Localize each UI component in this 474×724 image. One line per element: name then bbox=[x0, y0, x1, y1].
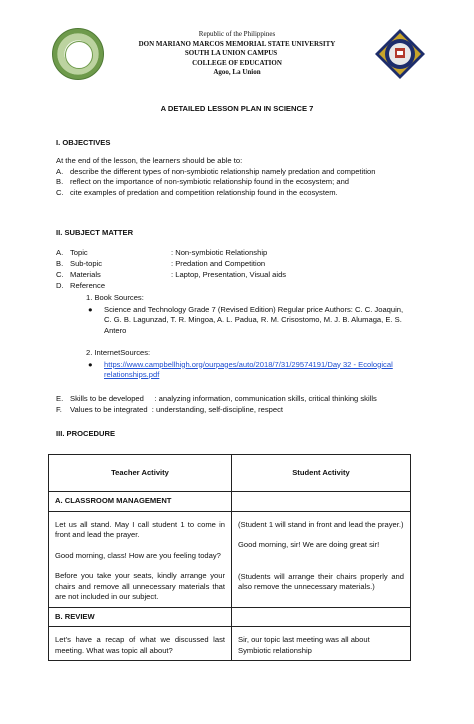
values-marker: F. bbox=[56, 405, 62, 414]
book-source-item bbox=[86, 305, 406, 337]
table-row bbox=[49, 627, 411, 661]
header-line-location: Agoo, La Union bbox=[213, 68, 261, 76]
objective-text: reflect on the importance of non-symbiotic relationship found in the ecosystem; and bbox=[70, 177, 350, 186]
teacher-line: Good morning, class! How are you feeling today? bbox=[55, 550, 221, 560]
subject-row-marker: A. bbox=[56, 248, 64, 257]
objective-marker: B. bbox=[56, 177, 64, 186]
objective-item bbox=[56, 188, 402, 199]
values-text: Values to be integrated : understanding, self-discipline, respect bbox=[70, 405, 284, 414]
internet-source-item bbox=[86, 360, 406, 381]
table-row bbox=[49, 607, 411, 627]
objectives-heading: I. OBJECTIVES bbox=[56, 138, 111, 147]
objective-marker: C. bbox=[56, 187, 64, 197]
internet-sources bbox=[86, 348, 406, 381]
subject-row-label: Topic bbox=[70, 248, 88, 257]
table-cell-empty bbox=[232, 607, 411, 627]
objectives-body bbox=[56, 156, 402, 198]
table-row bbox=[49, 511, 411, 607]
objective-item bbox=[56, 177, 402, 188]
subject-row-value: : Laptop, Presentation, Visual aids bbox=[171, 270, 287, 279]
teacher-activity-header: Teacher Activity bbox=[49, 455, 232, 492]
subject-matter-heading: II. SUBJECT MATTER bbox=[56, 228, 134, 237]
teacher-line: Let’s have a recap of what we discussed last meeting. What was topic all about? bbox=[55, 635, 225, 655]
student-line: (Student 1 will stand in front and lead the prayer.) bbox=[238, 519, 404, 529]
table-cell-empty bbox=[232, 492, 411, 512]
header-line-university: DON MARIANO MARCOS MEMORIAL STATE UNIVERSITY bbox=[138, 39, 336, 48]
objective-text: describe the different types of non-symbiotic relationship namely predation and competition bbox=[70, 166, 376, 176]
student-activity-cell bbox=[232, 511, 411, 607]
student-activity-header: Student Activity bbox=[232, 455, 411, 492]
student-activity-cell bbox=[232, 627, 411, 661]
header-line-republic: Republic of the Philippines bbox=[198, 30, 276, 38]
skills-text: Skills to be developed : analyzing information, communication skills, critical thinking skills bbox=[70, 394, 377, 403]
teacher-activity-cell bbox=[49, 627, 232, 661]
objectives-intro: At the end of the lesson, the learners should be able to: bbox=[56, 156, 243, 165]
procedure-table bbox=[48, 454, 411, 661]
teacher-activity-cell bbox=[49, 511, 232, 607]
internet-source-link[interactable]: https://www.campbellhigh.org/ourpages/auto/2018/7/31/29574191/Day 32 - Ecological relationships.pdf bbox=[104, 359, 393, 379]
objective-marker: A. bbox=[56, 166, 64, 176]
bullet-icon: ● bbox=[88, 359, 93, 369]
header-line-campus: SOUTH LA UNION CAMPUS bbox=[184, 49, 278, 57]
table-header-row bbox=[49, 455, 411, 492]
subject-row-label: Reference bbox=[70, 281, 106, 290]
procedure-heading: III. PROCEDURE bbox=[56, 429, 116, 438]
subject-row-marker: D. bbox=[56, 281, 64, 290]
internet-sources-label: 2. InternetSources: bbox=[86, 348, 151, 357]
header-line-college: COLLEGE OF EDUCATION bbox=[192, 58, 282, 67]
section-review: B. REVIEW bbox=[49, 607, 232, 627]
subject-row-value: : Non-symbiotic Relationship bbox=[171, 248, 268, 257]
skills-marker: E. bbox=[56, 394, 64, 403]
college-seal-logo bbox=[374, 28, 426, 80]
university-seal-logo bbox=[52, 28, 104, 80]
table-row bbox=[49, 492, 411, 512]
objective-item bbox=[56, 167, 402, 178]
objective-text: cite examples of predation and competition relationship found in the ecosystem. bbox=[70, 187, 338, 197]
document-header bbox=[110, 30, 364, 78]
bullet-icon: ● bbox=[88, 304, 93, 314]
book-sources bbox=[86, 293, 406, 336]
section-classroom-management: A. CLASSROOM MANAGEMENT bbox=[49, 492, 232, 512]
subject-row-marker: B. bbox=[56, 259, 64, 268]
subject-row-label: Materials bbox=[70, 270, 101, 279]
student-line: Sir, our topic last meeting was all about Symbiotic relationship bbox=[238, 635, 370, 655]
teacher-line: Let us all stand. May I call student 1 to come in front and lead the prayer. bbox=[55, 519, 225, 539]
book-source-text: Science and Technology Grade 7 (Revised Edition) Regular price Authors: C. C. Joaquin, C. G. B. Lagunzad, T. R. Mingoa, A. L. Padua, R. M. Crisostomo, M. J. B. Alumaga, E. S. Antero bbox=[104, 304, 404, 335]
student-line: (Students will arrange their chairs properly and also remove the unnecessary materials.) bbox=[238, 571, 404, 591]
document-title: A DETAILED LESSON PLAN IN SCIENCE 7 bbox=[160, 104, 314, 113]
teacher-line: Before you take your seats, kindly arrange your chairs and remove all unnecessary materials that are not included in our subject. bbox=[55, 571, 225, 601]
subject-row-value: : Predation and Competition bbox=[171, 259, 266, 268]
subject-row-marker: C. bbox=[56, 270, 64, 279]
subject-row-label: Sub-topic bbox=[70, 259, 103, 268]
book-sources-label: 1. Book Sources: bbox=[86, 293, 144, 302]
student-line: Good morning, sir! We are doing great sir! bbox=[238, 540, 380, 549]
